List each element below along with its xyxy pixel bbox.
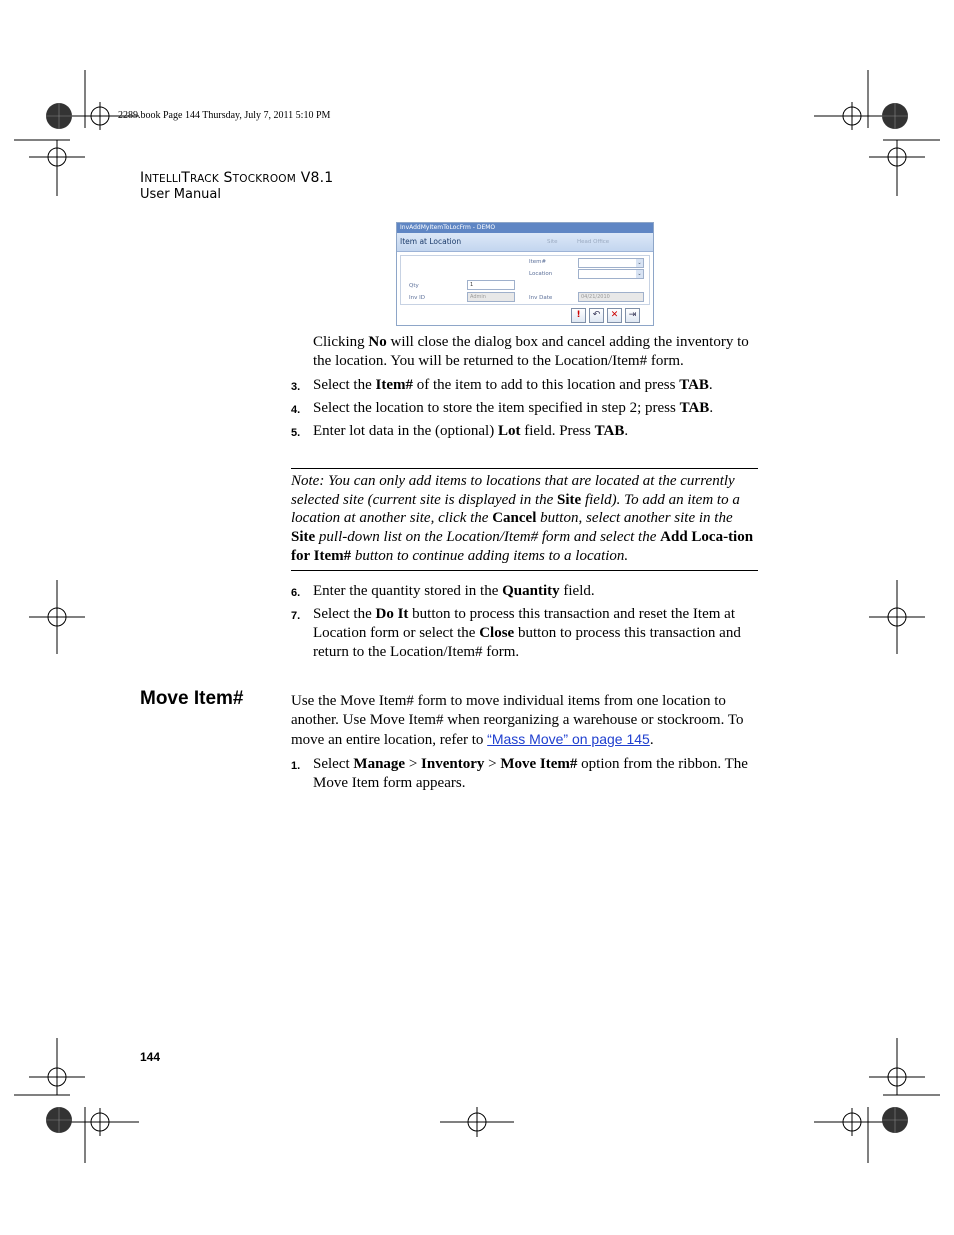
step-3: [313, 376, 763, 395]
step-7: [313, 605, 763, 662]
step-text: Select: [313, 756, 354, 772]
page-number: 144: [140, 1050, 161, 1064]
screenshot-site-label: Site: [547, 239, 558, 245]
step-bold: Do It: [375, 606, 409, 622]
intro-pre: Clicking: [313, 334, 369, 350]
screenshot-tab: Item at Location: [400, 237, 462, 246]
step-number: 7.: [291, 610, 301, 622]
step-text: .: [708, 377, 713, 393]
running-header-title: [140, 170, 333, 186]
step-bold: Move Item#: [500, 756, 578, 772]
para-text: .: [649, 732, 654, 748]
step-5: [313, 422, 763, 441]
title-big-3: S: [218, 170, 233, 186]
step-bold: TAB: [679, 400, 710, 416]
step-text: Enter the quantity stored in the: [313, 583, 503, 599]
step-bold: Close: [479, 625, 515, 641]
title-small-1: NTELLI: [144, 173, 182, 185]
title-small-2: RACK: [190, 173, 219, 185]
step-text: Select the: [313, 377, 376, 393]
step-1: [313, 755, 763, 793]
step-bold: Quantity: [502, 583, 560, 599]
note-bold: Site: [291, 529, 316, 546]
running-header-subtitle: User Manual: [140, 187, 222, 202]
location-select: [578, 269, 644, 279]
screenshot-site-value: Head Office: [577, 239, 610, 245]
step-4: [313, 399, 763, 418]
title-small-3: TOCKROOM: [232, 173, 297, 185]
intro-bold: No: [368, 334, 387, 350]
step-text: Select the location to store the item specified in step 2; press: [313, 400, 680, 416]
chevron-down-icon: ⌄: [637, 260, 642, 266]
step-text: Enter lot data in the (optional): [313, 423, 498, 439]
intro-post: will close the dialog box and cancel adding the inventory to the location. You will be returned to the Location/Item# form.: [313, 334, 749, 369]
step-text: button to process this transaction and return to the Location/Item# form.: [313, 625, 741, 660]
note-bold: Add Loca-tion for Item#: [291, 529, 754, 564]
inv-date-field: 04/21/2010: [578, 292, 644, 302]
alert-icon: !: [571, 308, 586, 323]
step-bold: TAB: [679, 377, 709, 393]
mass-move-link[interactable]: “Mass Move” on page 145: [487, 731, 650, 747]
section-paragraph: [291, 692, 761, 750]
note-text: pull-down list on the Location/Item# form and select the: [315, 529, 661, 546]
step-bold: Inventory: [421, 756, 485, 772]
intro-paragraph: [313, 333, 763, 371]
step-text: .: [624, 423, 629, 439]
qty-field: 1: [467, 280, 515, 290]
note-box: [291, 468, 758, 571]
step-bold: TAB: [594, 423, 625, 439]
step-text: >: [484, 756, 501, 772]
step-number: 4.: [291, 404, 301, 416]
label-qty: Qty: [409, 283, 419, 289]
item-select: [578, 258, 644, 268]
cancel-icon: ✕: [607, 308, 622, 323]
step-text: .: [709, 400, 714, 416]
step-text: button to process this transaction and reset the Item at Location form or select the: [313, 606, 735, 641]
print-slug: 2289.book Page 144 Thursday, July 7, 2011 5:10 PM: [118, 110, 331, 121]
form-screenshot: [396, 222, 654, 326]
step-number: 6.: [291, 587, 301, 599]
label-item: Item#: [529, 259, 547, 265]
inv-id-field: Admin: [467, 292, 515, 302]
note-bold: Site: [557, 491, 582, 508]
step-bold: Lot: [497, 423, 521, 439]
note-text: button to continue adding items to a location.: [351, 547, 629, 564]
step-text: field.: [559, 583, 595, 599]
step-bold: Item#: [375, 377, 413, 393]
step-text: option from the ribbon. The Move Item form appears.: [313, 756, 748, 791]
label-inv-id: Inv ID: [409, 295, 425, 301]
chevron-down-icon: ⌄: [637, 271, 642, 277]
title-version: V8.1: [296, 170, 334, 186]
title-big-2: T: [181, 170, 191, 186]
para-text: Use the Move Item# form to move individual items from one location to another. Use Move Item# when reorganizing a warehouse or stockroom. To move an entire location, refer to: [291, 693, 744, 748]
title-big-1: I: [140, 170, 145, 186]
screenshot-tab-bar: [397, 233, 653, 252]
step-text: >: [405, 756, 422, 772]
section-heading: Move Item#: [140, 688, 244, 709]
step-6: [313, 582, 763, 601]
step-number: 5.: [291, 427, 301, 439]
label-location: Location: [529, 271, 553, 277]
screenshot-titlebar: InvAddMyItemToLocFrm - DEMO: [397, 223, 653, 233]
step-number: 1.: [291, 760, 301, 772]
step-number: 3.: [291, 381, 301, 393]
label-inv-date: Inv Date: [529, 295, 553, 301]
note-text: Note: You can only add items to locations that are located at the currently selected site (current site is displayed in the: [291, 473, 735, 508]
note-text: field). To add an item to a location at another site, click the: [291, 491, 740, 527]
undo-icon: ↶: [589, 308, 604, 323]
note-text: button, select another site in the: [536, 510, 733, 527]
step-text: field. Press: [520, 423, 595, 439]
step-text: Select the: [313, 606, 376, 622]
step-bold: Manage: [353, 756, 406, 772]
step-text: of the item to add to this location and press: [412, 377, 680, 393]
close-icon: ⇥: [625, 308, 640, 323]
note-bold: Cancel: [492, 510, 537, 527]
